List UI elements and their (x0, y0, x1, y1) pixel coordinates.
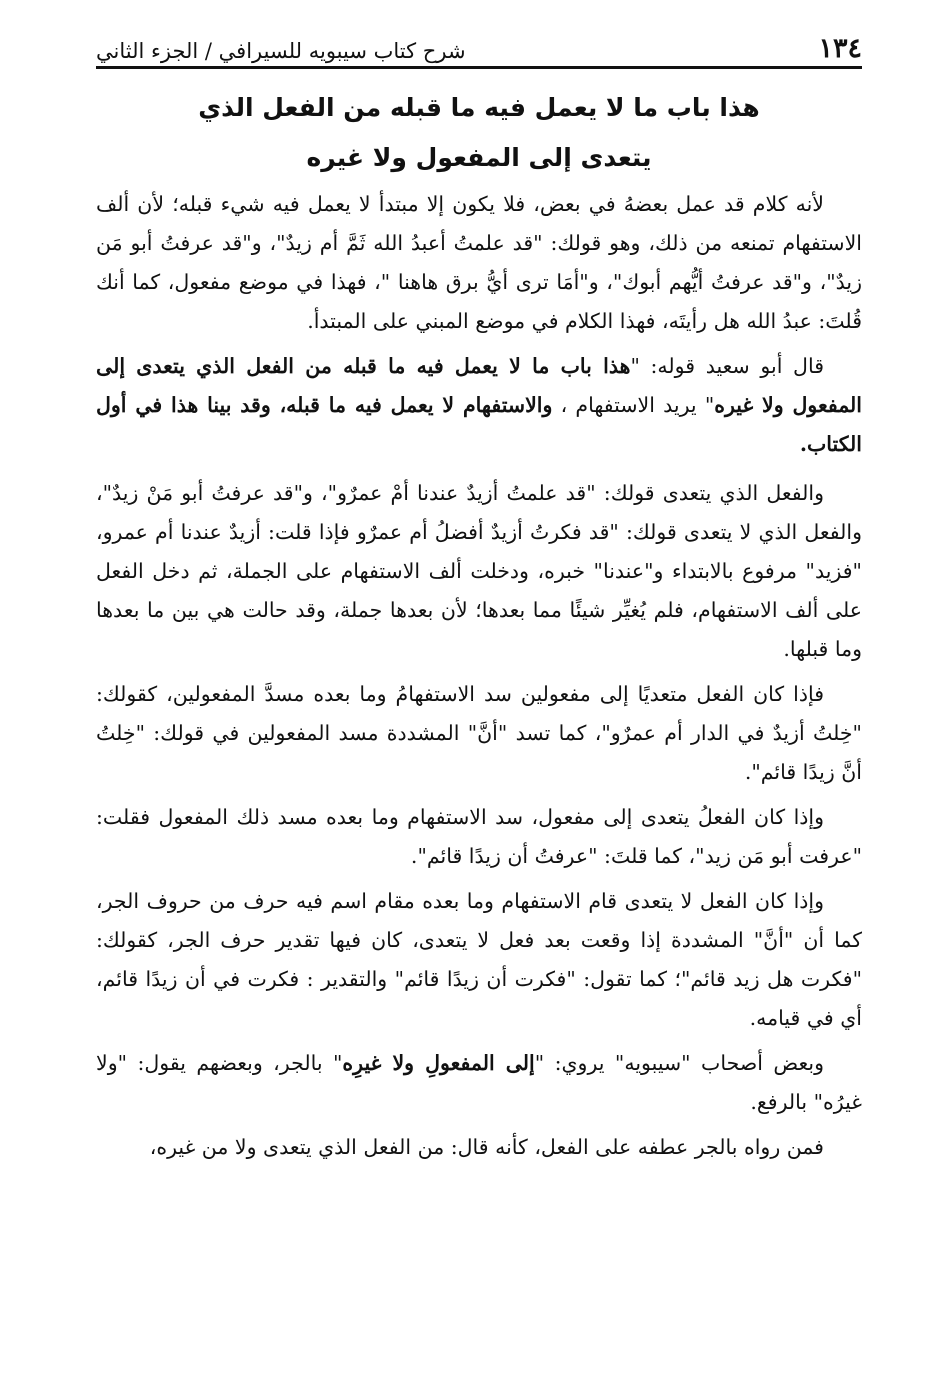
chapter-title-line-1: هذا باب ما لا يعمل فيه ما قبله من الفعل الذي (198, 93, 760, 122)
chapter-title (96, 83, 862, 183)
chapter-title-line-2: يتعدى إلى المفعول ولا غيره (306, 143, 652, 172)
paragraph (96, 347, 862, 464)
quoted-chapter-title: هذا باب ما لا يعمل فيه ما قبله من الفعل الذي يتعدى إلى المفعول ولا غيره (96, 354, 862, 417)
running-header (96, 22, 862, 69)
paragraph: لأنه كلام قد عمل بعضهُ في بعض، فلا يكون إلا مبتدأ لا يعمل فيه شيء قبله؛ لأن ألف الاستفهام تمنعه من ذلك، وهو قولك: "قد علمتُ أعبدُ الله ثَمَّ أم زيدٌ"، و"قد عرفتُ أبو مَن زيدٌ"، و"قد عرفتُ أيُّهم أبوك"، و"أمَا ترى أيُّ برق هاهنا "، فهذا في موضع مفعول، كما أنك قُلتَ: عبدُ الله هل رأيتَه، فهذا الكلام في موضع المبني على المبتدأ. (96, 192, 862, 333)
page-number: ١٣٤ (818, 33, 862, 64)
paragraph: وإذا كان الفعل لا يتعدى قام الاستفهام وما بعده مقام اسم فيه حرف من حروف الجر، كما أن "أنَّ" المشددة إذا وقعت بعد فعل لا يتعدى، كان فيها تقدير حرف الجر، كقولك: "فكرت هل زيد قائم"؛ كما تقول: "فكرت أن زيدًا قائم" والتقدير : فكرت في أن زيدًا قائم، أي في قيامه. (96, 889, 862, 1030)
book-page (96, 22, 862, 1352)
paragraph-bold-text: والاستفهام لا يعمل فيه ما قبله، وقد بينا هذا في أول الكتاب. (96, 393, 862, 456)
paragraph: والفعل الذي يتعدى قولك: "قد علمتُ أزيدٌ عندنا أمْ عمرٌو"، و"قد عرفتُ أبو مَنْ زيدٌ"، والفعل الذي لا يتعدى قولك: "قد فكرتُ أزيدٌ أفضلُ أم عمرٌو فإذا قلت: أزيدٌ عندنا أم عمرو، "فزيد" مرفوع بالابتداء و"عندنا" خبره، ودخلت ألف الاستفهام على الجملة، ثم دخل الفعل على ألف الاستفهام، فلم يُغيِّر شيئًا مما بعدها؛ لأن بعدها جملة، وقد حالت هي بين ما بعدها وما قبلها. (96, 481, 862, 661)
paragraph (96, 1044, 862, 1122)
paragraph-text: وبعض أصحاب "سيبويه" يروي: " (534, 1051, 824, 1075)
paragraph: فمن رواه بالجر عطفه على الفعل، كأنه قال: من الفعل الذي يتعدى ولا من غيره، (149, 1135, 824, 1159)
paragraph-text: " يريد الاستفهام ، (552, 393, 715, 417)
paragraph: فإذا كان الفعل متعديًا إلى مفعولين سد الاستفهامُ وما بعده مسدَّ المفعولين، كقولك: "خِلتُ أزيدٌ في الدار أم عمرٌو"، كما تسد "أنَّ" المشددة مسد المفعولين في قولك: "خِلتُ أنَّ زيدًا قائم". (96, 682, 862, 784)
paragraph-text: قال أبو سعيد قوله: " (630, 354, 824, 378)
paragraph: وإذا كان الفعلُ يتعدى إلى مفعول، سد الاستفهام وما بعده مسد ذلك المفعول فقلت: "عرفت أبو مَن زيد"، كما قلتَ: "عرفتُ أن زيدًا قائم". (96, 805, 862, 868)
quoted-phrase: إلى المفعولِ ولا غيرِه (342, 1051, 535, 1075)
book-title: شرح كتاب سيبويه للسيرافي / الجزء الثاني (96, 39, 466, 63)
paragraph-text: " بالجر، وبعضهم يقول: "ولا غيرُه" بالرفع. (96, 1051, 862, 1114)
